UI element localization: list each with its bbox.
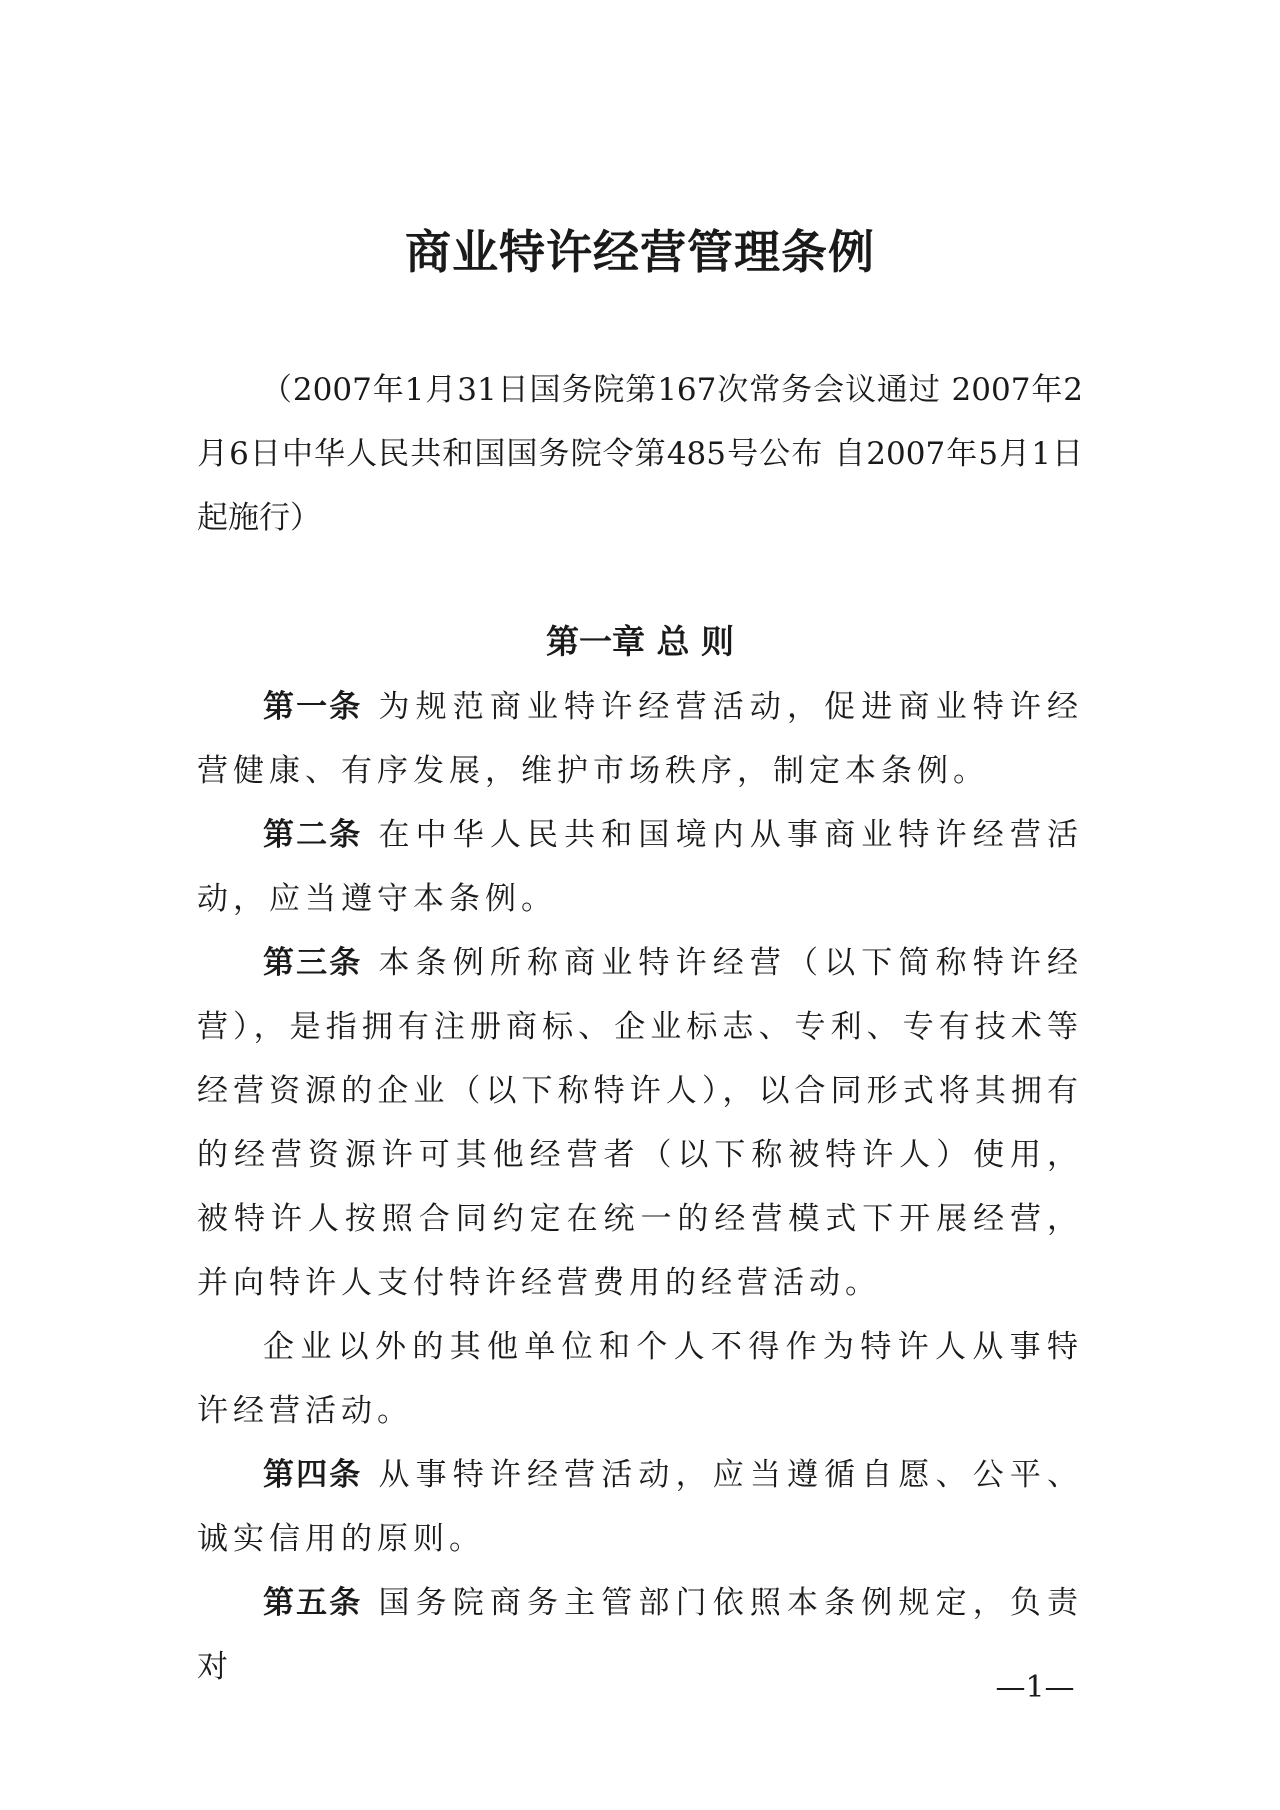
- article-text: 从事特许经营活动，应当遵循自愿、公平、诚实信用的原则。: [197, 1457, 1084, 1557]
- article-2: [197, 803, 1083, 931]
- article-label: 第五条: [263, 1585, 363, 1621]
- article-text: 企业以外的其他单位和个人不得作为特许人从事特许经营活动。: [197, 1329, 1083, 1429]
- article-label: 第二条: [263, 817, 363, 853]
- promulgation-note: （2007年1月31日国务院第167次常务会议通过 2007年2月6日中华人民共和国国务院令第485号公布 自2007年5月1日起施行）: [197, 372, 1083, 536]
- chapter-heading: 第一章 总 则: [546, 622, 734, 661]
- article-text: 国务院商务主管部门依照本条例规定，负责对: [197, 1585, 1084, 1685]
- article-5: [197, 1571, 1083, 1699]
- article-1: [197, 675, 1083, 803]
- page-number: —1—: [995, 1670, 1075, 1705]
- article-text: 在中华人民共和国境内从事商业特许经营活动，应当遵守本条例。: [197, 817, 1084, 917]
- article-label: 第三条: [263, 945, 363, 981]
- document-title: 商业特许经营管理条例: [405, 225, 875, 279]
- article-label: 第一条: [263, 689, 363, 725]
- article-3: [197, 931, 1083, 1315]
- article-text: 本条例所称商业特许经营（以下简称特许经营），是指拥有注册商标、企业标志、专利、专有技术等经营资源的企业（以下称特许人），以合同形式将其拥有的经营资源许可其他经营者（以下称被特许人）使用，被特许人按照合同约定在统一的经营模式下开展经营，并向特许人支付特许经营费用的经营活动。: [197, 945, 1084, 1301]
- article-list: [197, 675, 1083, 1699]
- article-4: [197, 1443, 1083, 1571]
- article-label: 第四条: [263, 1457, 363, 1493]
- article-text: 为规范商业特许经营活动，促进商业特许经营健康、有序发展，维护市场秩序，制定本条例。: [197, 689, 1084, 789]
- article-3-paragraph-2: [197, 1315, 1083, 1443]
